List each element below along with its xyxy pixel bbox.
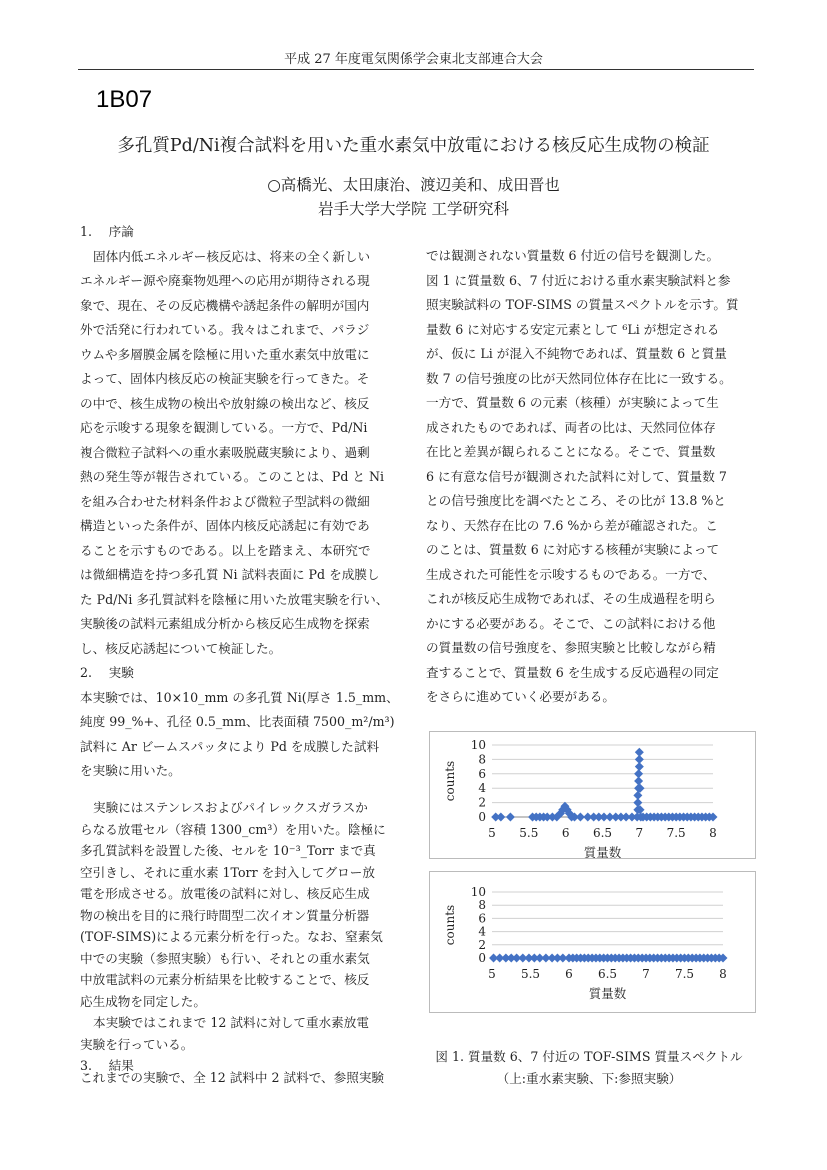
left-column-lower (80, 1066, 410, 1089)
x-tick-label: 6 (561, 826, 570, 840)
y-tick-label: 0 (478, 951, 486, 965)
y-tick-label: 2 (478, 937, 486, 952)
text-line: これが核反応生成物であれば、その生成過程を明ら (426, 591, 716, 606)
text-line: のことは、質量数 6 に対応する核種が実験によって (426, 542, 720, 557)
text-line: が、仮に Li が混入不純物であれば、質量数 6 と質量 (426, 346, 727, 361)
text-line: なり、天然存在比の 7.6 %から差が確認された。こ (426, 517, 718, 533)
text-line: 外で活発に行われている。我々はこれまで、パラジ (80, 322, 370, 337)
text-line: 電を形成させる。放電後の試料に対し、核反応生成 (80, 886, 370, 901)
text-line: を実験に用いた。 (80, 763, 181, 778)
text-line: 本実験では、10×10_mm の多孔質 Ni(厚さ 1.5_mm、 (80, 689, 399, 705)
text-line: 数 7 の信号強度の比が天然同位体存在比に一致する。 (426, 370, 732, 386)
text-line: 固体内低エネルギー核反応は、将来の全く新しい (93, 248, 371, 264)
y-tick-label: 10 (470, 738, 486, 752)
text-line: 一方で、質量数 6 の元素（核種）が実験によって生 (426, 395, 719, 410)
text-line: よって、固体内核反応の検証実験を行ってきた。そ (80, 371, 370, 386)
text-line: 実験にはステンレスおよびパイレックスガラスか (93, 800, 368, 815)
text-line: 中での実験（参照実験）も行い、それとの重水素気 (80, 950, 370, 966)
y-tick-label: 6 (478, 766, 486, 781)
x-tick-label: 7.5 (666, 826, 686, 840)
text-line: 在比と差異が観られることになる。そこで、質量数 (426, 444, 716, 459)
text-line: た Pd/Ni 多孔質試料を陰極に用いた放電実験を行い、 (80, 591, 389, 607)
text-line: らなる放電セル（容積 1300_cm³）を用いた。陰極に (80, 821, 386, 837)
data-point (496, 813, 505, 822)
left-column-upper (80, 220, 410, 784)
text-line: し、核反応誘起について検証した。 (80, 640, 282, 656)
chart-deuterium (429, 731, 756, 859)
text-line: の質量数の信号強度を、参照実験と比較しながら精 (426, 640, 716, 655)
chart-reference (429, 871, 756, 1013)
x-tick-label: 8 (719, 967, 727, 981)
x-tick-label: 8 (709, 826, 717, 840)
text-line: 生成された可能性を示唆するものである。一方で、 (426, 566, 716, 582)
x-tick-label: 7 (635, 826, 644, 840)
text-line: 照実験試料の TOF-SIMS の質量スペクトルを示す。質 (426, 297, 739, 312)
paper-authors: ○高橋光、太田康治、渡辺美和、成田晋也 (267, 176, 560, 194)
text-line: 本実験ではこれまで 12 試料に対して重水素放電 (93, 1015, 369, 1030)
text-line: 3. 結果 (80, 1058, 134, 1073)
y-tick-label: 4 (478, 781, 486, 796)
text-line: 象で、現在、その反応機構や誘起条件の解明が国内 (80, 297, 370, 313)
text-line: との信号強度比を調べたところ、その比が 13.8 %と (426, 493, 726, 508)
text-line: の中で、核生成物の検出や放射線の検出など、核反 (80, 395, 370, 411)
text-line: 試料に Ar ビームスパッタにより Pd を成膜した試料 (80, 738, 380, 754)
text-line: ウムや多層膜金属を陰極に用いた重水素気中放電に (80, 346, 370, 362)
y-tick-label: 8 (478, 898, 486, 913)
y-axis-label: counts (443, 760, 457, 802)
text-line: 6 に有意な信号が観測された試料に対して、質量数 7 (426, 468, 727, 484)
text-line: 2. 実験 (80, 665, 134, 680)
x-tick-label: 5.5 (520, 967, 541, 981)
data-point (506, 813, 515, 822)
x-axis-label: 質量数 (588, 986, 627, 1001)
y-tick-label: 6 (478, 911, 486, 926)
text-line: 量数 6 に対応する安定元素として ⁶Li が想定される (426, 321, 720, 337)
text-line: 実験後の試料元素組成分析から核反応生成物を探索 (80, 616, 370, 631)
right-column-text (426, 244, 761, 710)
x-tick-label: 6 (565, 967, 573, 981)
text-line: (TOF-SIMS)による元素分析を行った。なお、窒素気 (80, 929, 383, 944)
text-line: これまでの実験で、全 12 試料中 2 試料で、参照実験 (80, 1070, 385, 1085)
data-point (636, 784, 645, 793)
text-line: かにする必要がある。そこで、この試料における他 (426, 615, 716, 631)
text-line: 構造といった条件が、固体内核反応誘起に有効であ (80, 518, 370, 533)
text-line: 査することで、質量数 6 を生成する反応過程の同定 (426, 664, 719, 680)
y-tick-label: 8 (478, 752, 486, 767)
text-line: 図 1 に質量数 6、7 付近における重水素実験試料と参 (426, 272, 731, 288)
text-line: 応生成物を同定した。 (80, 993, 206, 1009)
text-line: エネルギー源や廃棄物処理への応用が期待される現 (80, 273, 370, 288)
paper-affiliation: 岩手大学大学院 工学研究科 (318, 200, 509, 218)
text-line: を組み合わせた材料条件および微粒子型試料の微細 (80, 493, 370, 509)
text-line: 物の検出を目的に飛行時間型二次イオン質量分析器 (80, 907, 370, 923)
header-divider (78, 69, 754, 70)
chart-deuterium-svg (430, 732, 755, 858)
figure-caption-line1: 図 1. 質量数 6、7 付近の TOF-SIMS 質量スペクトル (435, 1049, 743, 1064)
text-line: をさらに進めていく必要がある。 (426, 689, 615, 704)
y-tick-label: 10 (470, 885, 486, 899)
text-line: 空引きし、それに重水素 1Torr を封入してグロー放 (80, 864, 375, 880)
text-line: は微細構造を持つ多孔質 Ni 試料表面に Pd を成膜し (80, 567, 380, 582)
text-line: 多孔質試料を設置した後、セルを 10⁻³_Torr まで真 (80, 843, 376, 858)
chart-reference-svg (430, 872, 755, 1012)
text-line: 中放電試料の元素分析結果を比較することで、核反 (80, 972, 370, 987)
y-tick-label: 2 (478, 795, 486, 810)
text-line: 応を示唆する現象を観測している。一方で、Pd/Ni (80, 420, 368, 435)
x-tick-label: 7.5 (674, 967, 695, 981)
x-tick-label: 5 (488, 967, 496, 981)
y-axis-label: counts (443, 904, 457, 946)
text-line: 複合微粒子試料への重水素吸脱蔵実験により、過剰 (80, 444, 370, 460)
figure-caption-line2: （上:重水素実験、下:参照実験） (496, 1071, 682, 1086)
text-line: 熱の発生等が報告されている。このことは、Pd と Ni (80, 469, 385, 484)
text-line: では観測されない質量数 6 付近の信号を観測した。 (426, 248, 720, 263)
x-tick-label: 6.5 (597, 967, 618, 981)
y-tick-label: 0 (478, 810, 486, 824)
data-point (635, 748, 644, 757)
x-tick-label: 6.5 (592, 826, 613, 840)
text-line: 実験を行っている。 (80, 1036, 194, 1052)
left-column-middle (80, 797, 410, 1077)
conference-header: 平成 27 年度電気関係学会東北支部連合大会 (284, 52, 543, 67)
y-tick-label: 4 (478, 924, 486, 939)
figure-caption (429, 1046, 749, 1090)
text-line: 1. 序論 (80, 224, 134, 239)
x-tick-label: 5 (488, 826, 496, 840)
text-line: ることを示すものである。以上を踏まえ、本研究で (80, 542, 371, 558)
paper-title: 多孔質Pd/Ni複合試料を用いた重水素気中放電における核反応生成物の検証 (117, 136, 710, 156)
x-tick-label: 5.5 (519, 826, 539, 840)
paper-code: 1B07 (96, 86, 153, 113)
text-line: 純度 99_%+、孔径 0.5_mm、比表面積 7500_m²/m³) (80, 714, 395, 729)
x-tick-label: 7 (642, 967, 650, 981)
data-point (634, 769, 643, 778)
x-axis-label: 質量数 (583, 845, 622, 858)
data-point (633, 791, 642, 800)
text-line: 成されたものであれば、両者の比は、天然同位体存 (426, 419, 716, 435)
